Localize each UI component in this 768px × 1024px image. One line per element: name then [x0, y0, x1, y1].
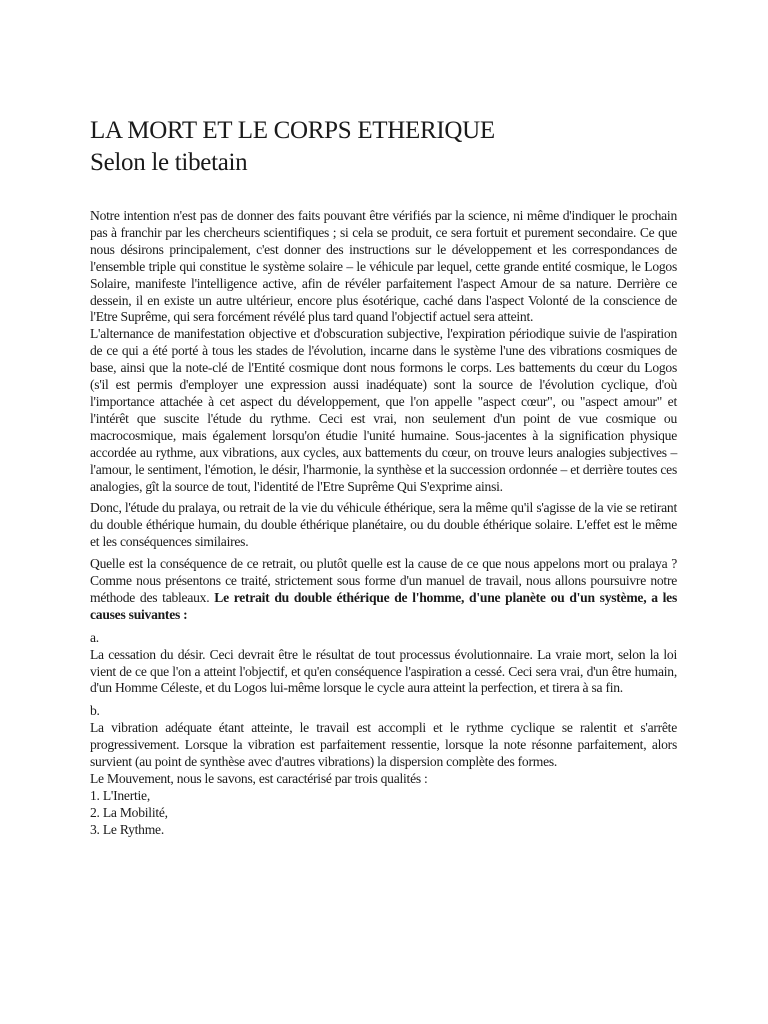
list-item: 2. La Mobilité, [90, 804, 168, 820]
list-item: 3. Le Rythme. [90, 821, 164, 837]
paragraph-alternance: L'alternance de manifestation objective et d'obscuration subjective, l'expiration périodique suivie de l'aspiration de ce qui a été porté à tous les stades de l'évolution, incarne dans le système l'une des vibrations cosmiques de base, ainsi que la note-clé de l'Entité cosmique dont nous formons le corps. Les battements du cœur du Logos (s'il est permis d'employer une expression aussi inadéquate) sont la source de l'évolution cyclique, d'où l'importance attachée à cet aspect du développement, que l'on appelle "aspect cœur", ou "aspect amour" et l'intérêt que suscite l'étude du rythme. Ceci est vrai, non seulement d'un point de vue cosmique ou macrocosmique, mais également lorsqu'on étudie l'unité humaine. Sous-jacentes à la signification physique accordée au rythme, aux vibrations, aux cycles, aux battements du cœur, on trouve leurs analogies subjectives – l'amour, le sentiment, l'émotion, le désir, l'harmonie, la synthèse et la succession ordonnée – et derrière toutes ces analogies, gît la source de tout, l'identité de l'Etre Suprême Qui S'exprime ainsi. [90, 326, 677, 494]
document-title: LA MORT ET LE CORPS ETHERIQUE [90, 117, 495, 144]
paragraph-vibration: La vibration adéquate étant atteinte, le travail est accompli et le rythme cyclique se ralentit et s'arrête progressivement. Lorsque la vibration est parfaitement ressentie, lorsque la note résonne parfaitement, alors survient (au point de synthèse avec d'autres vibrations) la dispersion complète des formes. [90, 720, 677, 770]
document-subtitle: Selon le tibetain [90, 149, 248, 176]
document-page [90, 116, 677, 839]
paragraph-cessation: La cessation du désir. Ceci devrait être le résultat de tout processus évolutionnaire. La vraie mort, selon la loi vient de ce que l'on a atteint l'objectif, et qu'en conséquence l'aspiration a cessé. Ceci sera vrai, d'un être humain, d'un Homme Céleste, et du Logos lui-même lorsque le cycle aura atteint la perfection, et tirera à sa fin. [90, 646, 677, 696]
consequence-text: Quelle est la conséquence de ce retrait, ou plutôt quelle est la cause de ce que nous appelons mort ou pralaya ? Comme nous présentons ce traité, strictement sous forme d'un manuel de travail, nous allons poursuivre notre méthode des tableaux. [90, 556, 677, 605]
document-body [90, 208, 677, 839]
list-marker-a: a. [90, 629, 99, 645]
list-item: 1. L'Inertie, [90, 787, 150, 803]
consequence-bold-text: Le retrait du double éthérique de l'homme, d'une planète ou d'un système, a les causes suivantes : [90, 589, 677, 622]
paragraph-mouvement: Le Mouvement, nous le savons, est caractérisé par trois qualités : [90, 771, 428, 786]
paragraph-pralaya: Donc, l'étude du pralaya, ou retrait de la vie du véhicule éthérique, sera la même qu'il s'agisse de la vie se retirant du double éthérique humain, du double éthérique planétaire, ou du double éthérique solaire. L'effet est le même et les conséquences similaires. [90, 500, 677, 550]
list-marker-b: b. [90, 703, 100, 719]
paragraph-consequence [90, 556, 677, 624]
paragraph-intro: Notre intention n'est pas de donner des faits pouvant être vérifiés par la science, ni même d'indiquer le prochain pas à franchir par les chercheurs scientifiques ; si cela se produit, ce sera fortuit et purement secondaire. Ce que nous désirons principalement, c'est donner des instructions sur le développement et les correspondances de l'ensemble triple qui constitue le système solaire – le véhicule par lequel, cette grande entité cosmique, le Logos Solaire, manifeste l'intelligence active, afin de révéler parfaitement l'aspect Amour de sa nature. Derrière ce dessein, il en existe un autre ultérieur, encore plus ésotérique, caché dans l'aspect Volonté de la conscience de l'Etre Suprême, qui sera forcément révélé plus tard quand l'objectif actuel sera atteint. [90, 208, 677, 325]
